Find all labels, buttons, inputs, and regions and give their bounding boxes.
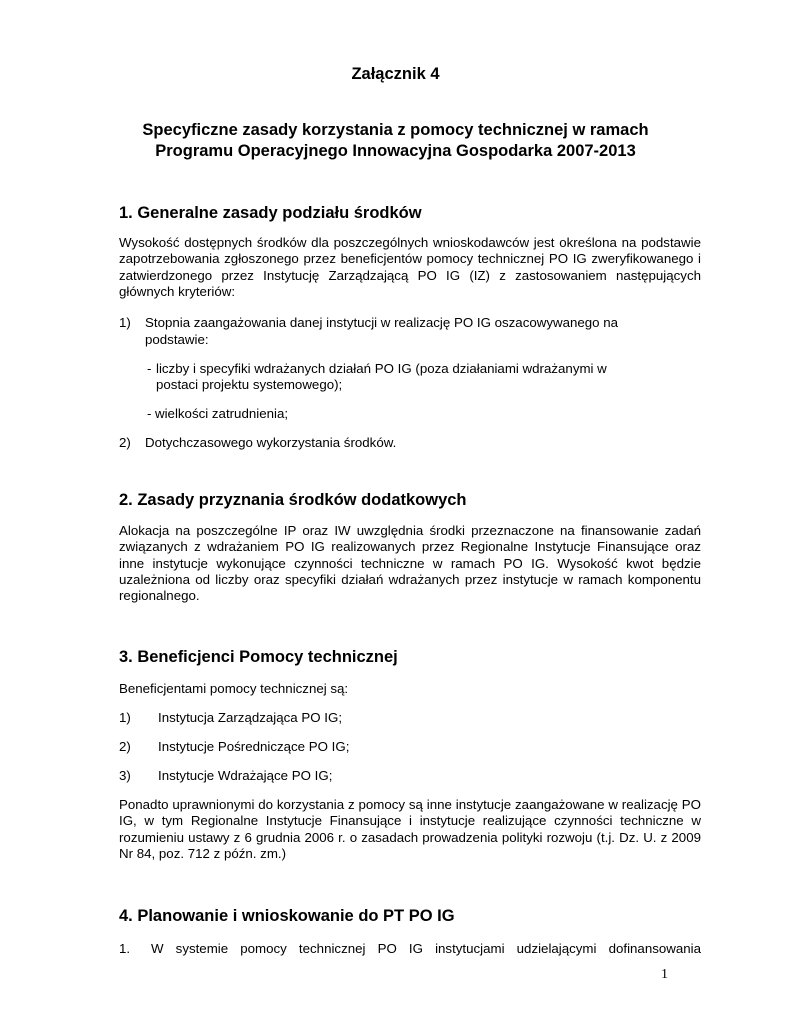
section-3-body: Ponadto uprawnionymi do korzystania z pomocy są inne instytucje zaangażowane w realizację PO IG, w tym Regionalne Instytucje Finansujące i instytucje realizujące czynności techniczne w rozumieniu ustawy z 6 grudnia 2006 r. o zasadach prowadzenia polityki rozwoju (t.j. Dz. U. z 2009 Nr 84, poz. 712 z późn. zm.) <box>119 797 701 861</box>
annex-label: Załącznik 4 <box>351 65 440 83</box>
section-3-item-2-text: Instytucje Pośredniczące PO IG; <box>158 739 350 754</box>
section-2-heading: 2. Zasady przyznania środków dodatkowych <box>119 491 467 509</box>
section-3-heading: 3. Beneficjenci Pomocy technicznej <box>119 648 398 666</box>
section-1-sub-1-line-2: postaci projektu systemowego); <box>156 377 343 392</box>
page-number: 1 <box>661 967 668 982</box>
section-1-item-1-line-2: podstawie: <box>145 332 209 347</box>
section-1-sub-2-dash: - <box>147 406 152 421</box>
section-1-heading: 1. Generalne zasady podziału środków <box>119 204 422 222</box>
section-1-item-2-text: Dotychczasowego wykorzystania środków. <box>145 435 397 450</box>
section-4-heading: 4. Planowanie i wnioskowanie do PT PO IG <box>119 907 455 925</box>
section-1-sub-1-dash: - <box>147 361 152 376</box>
section-3-intro: Beneficjentami pomocy technicznej są: <box>119 681 349 696</box>
section-1-item-1-line-1: Stopnia zaangażowania danej instytucji w realizację PO IG oszacowywanego na <box>145 315 619 330</box>
section-3-item-2-number: 2) <box>119 739 131 754</box>
section-2-body: Alokacja na poszczególne IP oraz IW uwzględnia środki przeznaczone na finansowanie zadań związanych z wdrażaniem PO IG realizowanych przez Regionalne Instytucje Finansujące oraz inne instytucje wykonujące czynności techniczne w ramach PO IG. Wysokość kwot będzie uzależniona od liczby oraz specyfiki działań wdrażanych przez instytucje w ramach komponentu regionalnego. <box>119 523 701 604</box>
section-1-sub-1-line-1: liczby i specyfiki wdrażanych działań PO IG (poza działaniami wdrażanymi w <box>156 361 607 376</box>
section-3-item-3-number: 3) <box>119 768 131 783</box>
section-3-item-1-number: 1) <box>119 710 131 725</box>
section-1-intro: Wysokość dostępnych środków dla poszczególnych wnioskodawców jest określona na podstawie zapotrzebowania zgłoszonego przez beneficjentów pomocy technicznej PO IG zweryfikowanego i zatwierdzonego przez Instytucję Zarządzającą PO IG (IZ) z zastosowaniem następujących głównych kryteriów: <box>119 235 701 299</box>
document-title-line-2: Programu Operacyjnego Innowacyjna Gospodarka 2007-2013 <box>155 142 636 160</box>
section-1-sub-2-text: wielkości zatrudnienia; <box>155 406 289 421</box>
section-1-item-1-number: 1) <box>119 315 131 330</box>
section-3-item-3-text: Instytucje Wdrażające PO IG; <box>158 768 333 783</box>
section-3-item-1-text: Instytucja Zarządzająca PO IG; <box>158 710 343 725</box>
section-1-item-2-number: 2) <box>119 435 131 450</box>
section-4-item-1-text: W systemie pomocy technicznej PO IG instytucjami udzielającymi dofinansowania <box>151 941 701 956</box>
document-title-line-1: Specyficzne zasady korzystania z pomocy technicznej w ramach <box>142 121 649 139</box>
section-4-item-1-number: 1. <box>119 941 131 956</box>
